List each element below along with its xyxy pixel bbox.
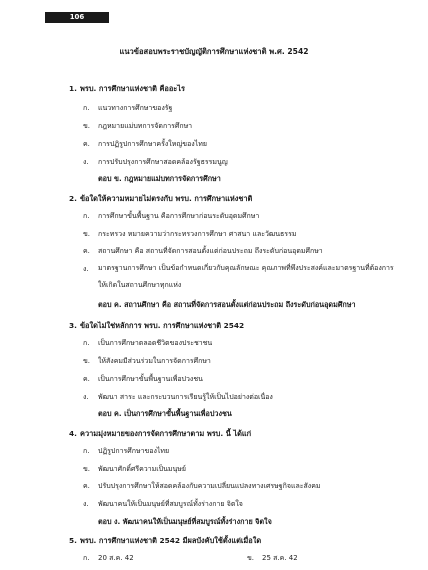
answer-1: ตอบ ข. กฎหมายแม่บทการจัดการศึกษา xyxy=(98,174,221,183)
question-text: ความมุ่งหมายของการจัดการศึกษาตาม พรบ. นี้ ได้แก่ xyxy=(80,429,252,438)
option-text: 25 ส.ค. 42 xyxy=(262,554,298,562)
option-4a xyxy=(83,446,169,457)
option-5b xyxy=(247,553,298,564)
option-5a xyxy=(83,553,134,564)
option-text: 20 ส.ค. 42 xyxy=(98,554,134,562)
option-3b xyxy=(83,356,211,367)
answer-4: ตอบ ง. พัฒนาคนให้เป็นมนุษย์ที่สมบูรณ์ทั้งร่างกาย จิตใจ xyxy=(98,517,272,526)
option-label: ค. xyxy=(83,247,90,255)
option-label: ง. xyxy=(83,500,89,508)
question-number: 5. xyxy=(69,536,77,545)
option-1b xyxy=(83,121,192,132)
option-label: ค. xyxy=(83,140,90,148)
option-label: ค. xyxy=(83,482,90,490)
option-label: ข. xyxy=(83,357,91,365)
question-4 xyxy=(69,428,251,440)
option-text: แนวทางการศึกษาของรัฐ xyxy=(98,104,173,112)
option-label: ง. xyxy=(83,393,89,401)
option-text: มาตรฐานการศึกษา เป็นข้อกำหนดเกี่ยวกับคุณลักษณะ คุณภาพที่พึงประสงค์และมาตรฐานที่ต้องการให้เกิดในสถานศึกษาทุกแห่ง xyxy=(98,264,394,289)
option-label: ง. xyxy=(83,265,89,273)
answer-2: ตอบ ค. สถานศึกษา คือ สถานที่จัดการสอนตั้งแต่ก่อนประถม ถึงระดับก่อนอุดมศึกษา xyxy=(98,300,356,309)
option-2b xyxy=(83,229,296,240)
question-text: พรบ. การศึกษาแห่งชาติ คืออะไร xyxy=(80,84,185,93)
option-label: ก. xyxy=(83,212,90,220)
option-label: ข. xyxy=(83,465,91,473)
option-1a xyxy=(83,103,172,114)
option-4b xyxy=(83,464,186,475)
option-label: ก. xyxy=(83,447,90,455)
option-text: ปรับปรุงการศึกษาให้สอดคล้องกับความเปลี่ยนแปลงทางเศรษฐกิจและสังคม xyxy=(98,482,321,490)
option-text: ให้สังคมมีส่วนร่วมในการจัดการศึกษา xyxy=(98,357,211,365)
question-text: พรบ. การศึกษาแห่งชาติ 2542 มีผลบังคับใช้ตั้งแต่เมื่อใด xyxy=(80,536,262,545)
option-label: ค. xyxy=(83,375,90,383)
option-label: ข. xyxy=(83,230,91,238)
question-number: 1. xyxy=(69,84,77,93)
option-label: ข. xyxy=(247,554,255,562)
question-number: 2. xyxy=(69,194,77,203)
option-text: เป็นการศึกษาตลอดชีวิตของประชาชน xyxy=(98,339,213,347)
question-1 xyxy=(69,83,185,95)
document-title: แนวข้อสอบพระราชบัญญัติการศึกษาแห่งชาติ พ.ศ. 2542 xyxy=(119,47,309,56)
question-number: 4. xyxy=(69,429,77,438)
option-label: ก. xyxy=(83,339,90,347)
question-2 xyxy=(69,193,252,205)
option-label: ก. xyxy=(83,554,90,562)
option-text: พัฒนาคนให้เป็นมนุษย์ที่สมบูรณ์ทั้งร่างกาย จิตใจ xyxy=(98,500,243,508)
question-number: 3. xyxy=(69,321,77,330)
option-1d xyxy=(83,157,228,168)
option-text: การปรับปรุงการศึกษาสอดคล้องรัฐธรรมนูญ xyxy=(98,158,228,166)
option-text: การปฏิรูปการศึกษาครั้งใหญ่ของไทย xyxy=(98,140,207,148)
option-label: ง. xyxy=(83,158,89,166)
option-4c xyxy=(83,481,321,492)
question-5 xyxy=(69,535,261,547)
option-text: ปฏิรูปการศึกษาของไทย xyxy=(98,447,170,455)
answer-3: ตอบ ค. เป็นการศึกษาขั้นพื้นฐานเพื่อปวงชน xyxy=(98,409,232,418)
option-3c xyxy=(83,374,203,385)
option-text: กฎหมายแม่บทการจัดการศึกษา xyxy=(98,122,193,130)
page-number-badge: 106 xyxy=(45,12,109,23)
question-3 xyxy=(69,320,244,332)
option-label: ข. xyxy=(83,122,91,130)
option-text: สถานศึกษา คือ สถานที่จัดการสอนตั้งแต่ก่อนประถม ถึงระดับก่อนอุดมศึกษา xyxy=(98,247,323,255)
option-text: กระทรวง หมายความว่ากระทรวงการศึกษา ศาสนา และวัฒนธรรม xyxy=(98,230,297,238)
option-2d xyxy=(83,264,398,294)
option-text: พัฒนาศักดิ์ศรีความเป็นมนุษย์ xyxy=(98,465,186,473)
question-text: ข้อใดให้ความหมายไม่ตรงกับ พรบ. การศึกษาแห่งชาติ xyxy=(80,194,253,203)
option-4d xyxy=(83,499,243,510)
option-3a xyxy=(83,338,212,349)
option-1c xyxy=(83,139,207,150)
option-label: ก. xyxy=(83,104,90,112)
option-3d xyxy=(83,392,273,403)
option-text: พัฒนา สาระ และกระบวนการเรียนรู้ให้เป็นไปอย่างต่อเนื่อง xyxy=(98,393,273,401)
option-text: การศึกษาขั้นพื้นฐาน คือการศึกษาก่อนระดับอุดมศึกษา xyxy=(98,212,260,220)
option-2a xyxy=(83,211,259,222)
option-text: เป็นการศึกษาขั้นพื้นฐานเพื่อปวงชน xyxy=(98,375,203,383)
option-2c xyxy=(83,246,323,257)
question-text: ข้อใดไม่ใช่หลักการ พรบ. การศึกษาแห่งชาติ 2542 xyxy=(80,321,245,330)
